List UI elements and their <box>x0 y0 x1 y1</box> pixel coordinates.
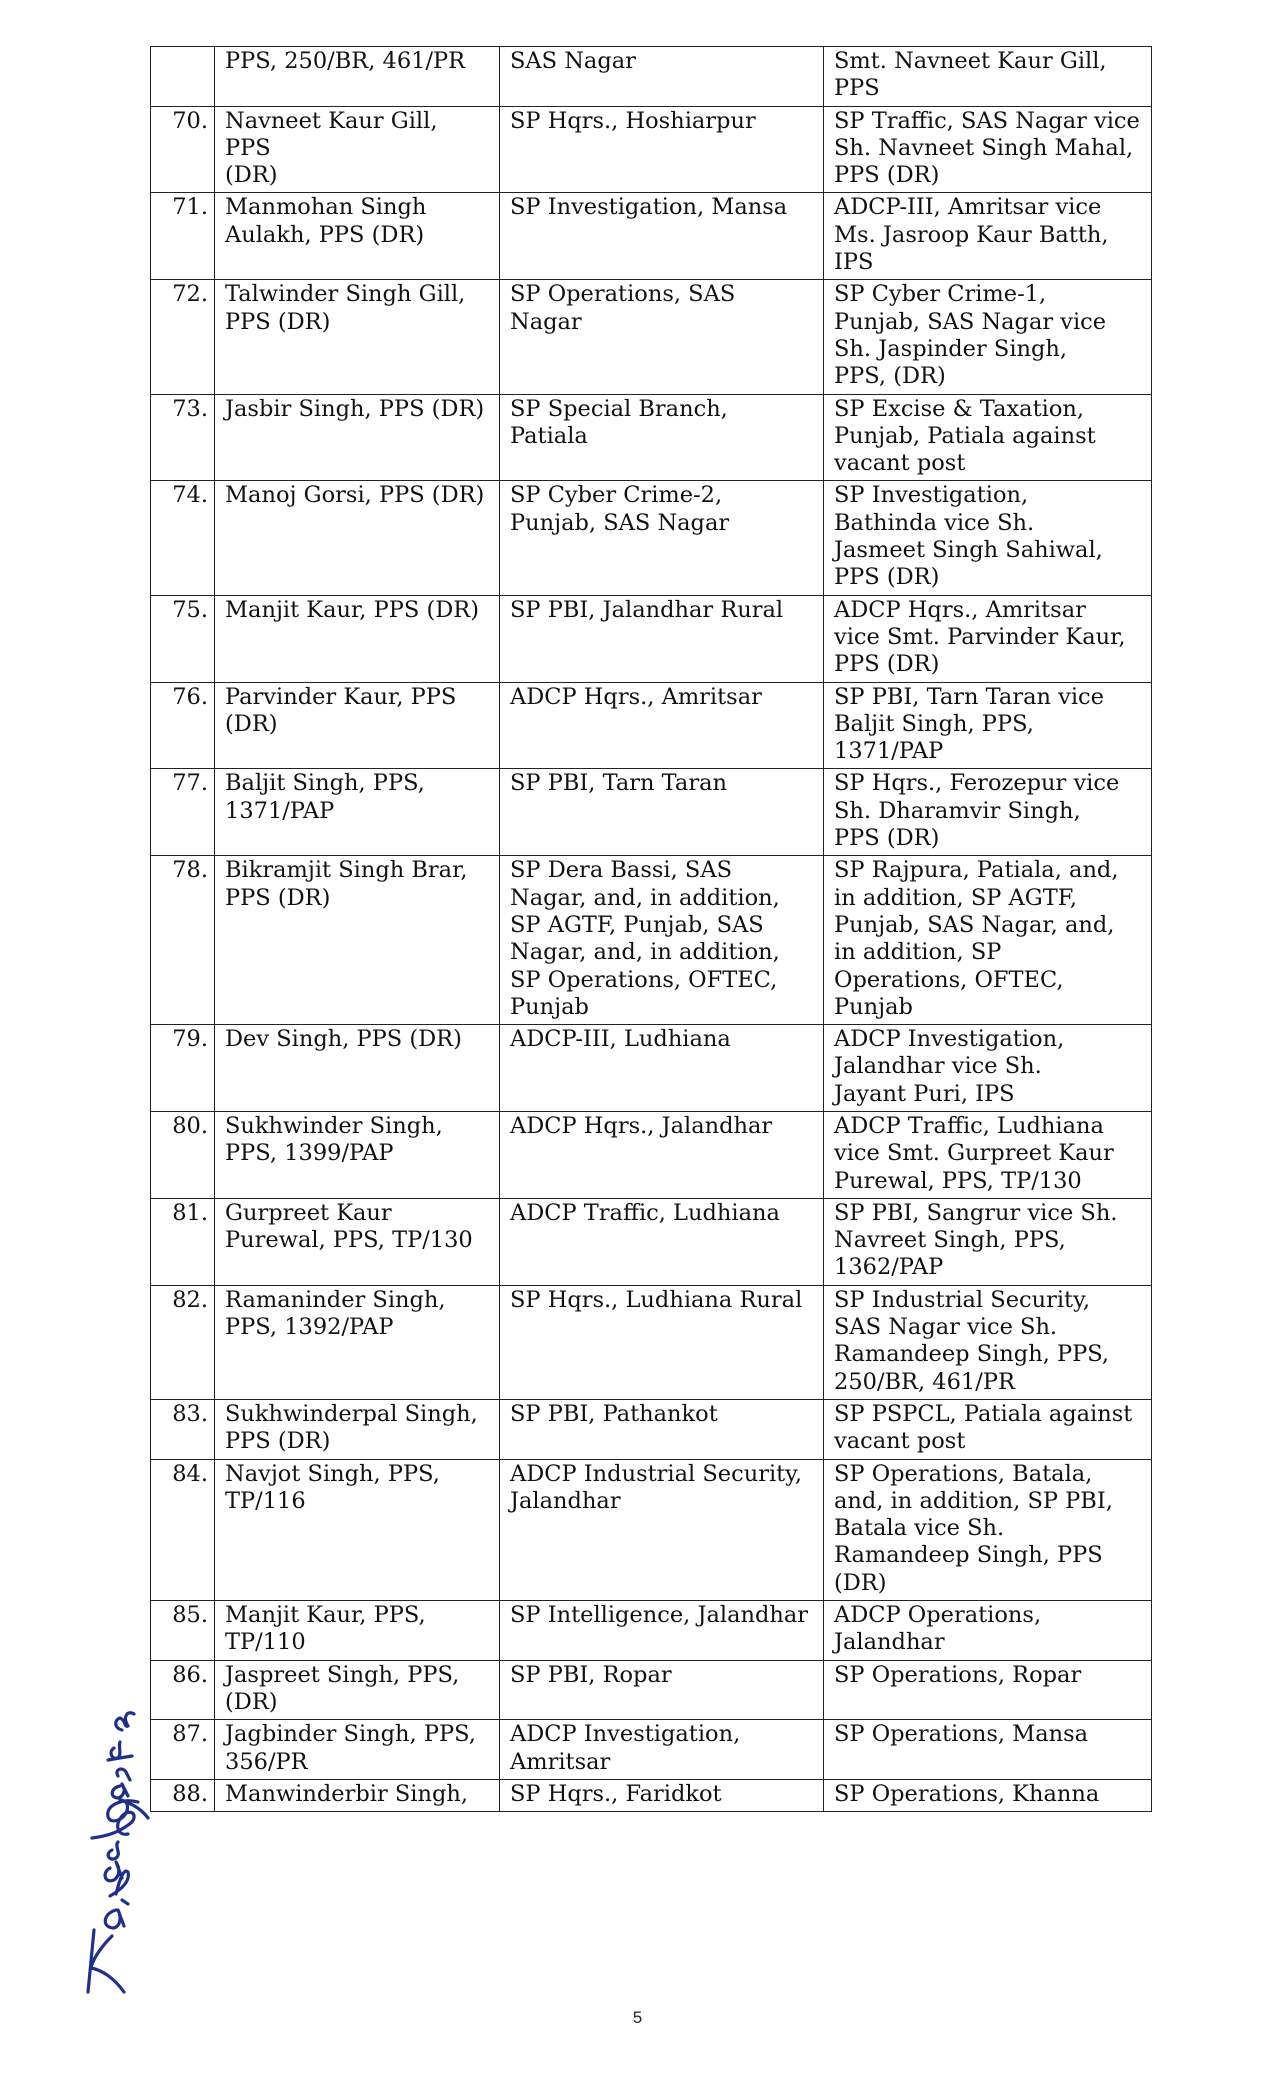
present-posting-cell: SAS Nagar <box>500 47 824 107</box>
serial-number-cell: 86. <box>151 1660 215 1720</box>
serial-number-cell: 79. <box>151 1025 215 1112</box>
officer-name-cell: Jaspreet Singh, PPS, (DR) <box>215 1660 500 1720</box>
new-posting-cell: SP Operations, Ropar <box>824 1660 1152 1720</box>
present-posting-cell: SP Hqrs., Faridkot <box>500 1779 824 1811</box>
present-posting-cell: SP Operations, SAS Nagar <box>500 280 824 394</box>
present-posting-cell: SP PBI, Pathankot <box>500 1399 824 1459</box>
page-number: 5 <box>632 2008 643 2027</box>
table-row <box>151 394 1152 481</box>
present-posting-cell: SP PBI, Tarn Taran <box>500 769 824 856</box>
officer-name-cell: PPS, 250/BR, 461/PR <box>215 47 500 107</box>
present-posting-cell: ADCP Investigation, Amritsar <box>500 1720 824 1780</box>
new-posting-cell: SP PBI, Tarn Taran vice Baljit Singh, PPS, 1371/PAP <box>824 682 1152 769</box>
present-posting-cell: SP Investigation, Mansa <box>500 193 824 280</box>
present-posting-cell: SP Intelligence, Jalandhar <box>500 1601 824 1661</box>
serial-number-cell: 75. <box>151 595 215 682</box>
table-row <box>151 1660 1152 1720</box>
new-posting-cell: SP Operations, Mansa <box>824 1720 1152 1780</box>
officer-name-cell: Bikramjit Singh Brar, PPS (DR) <box>215 856 500 1025</box>
serial-number-cell: 70. <box>151 106 215 193</box>
present-posting-cell: SP Hqrs., Ludhiana Rural <box>500 1285 824 1399</box>
officer-name-cell: Manmohan Singh Aulakh, PPS (DR) <box>215 193 500 280</box>
officer-name-cell: Manjit Kaur, PPS, TP/110 <box>215 1601 500 1661</box>
present-posting-cell: ADCP Industrial Security, Jalandhar <box>500 1459 824 1600</box>
officer-name-cell: Dev Singh, PPS (DR) <box>215 1025 500 1112</box>
table-row <box>151 1111 1152 1198</box>
new-posting-cell: SP Hqrs., Ferozepur vice Sh. Dharamvir Singh, PPS (DR) <box>824 769 1152 856</box>
present-posting-cell: SP PBI, Ropar <box>500 1660 824 1720</box>
new-posting-cell: ADCP-III, Amritsar vice Ms. Jasroop Kaur Batth, IPS <box>824 193 1152 280</box>
present-posting-cell: ADCP Traffic, Ludhiana <box>500 1198 824 1285</box>
new-posting-cell: SP Excise & Taxation, Punjab, Patiala against vacant post <box>824 394 1152 481</box>
new-posting-cell: SP Operations, Khanna <box>824 1779 1152 1811</box>
present-posting-cell: SP Dera Bassi, SAS Nagar, and, in addition, SP AGTF, Punjab, SAS Nagar, and, in addition, SP Operations, OFTEC, Punjab <box>500 856 824 1025</box>
serial-number-cell: 83. <box>151 1399 215 1459</box>
officer-name-cell: Jasbir Singh, PPS (DR) <box>215 394 500 481</box>
officer-name-cell: Manwinderbir Singh, <box>215 1779 500 1811</box>
serial-number-cell: 87. <box>151 1720 215 1780</box>
officer-name-cell: Sukhwinderpal Singh, PPS (DR) <box>215 1399 500 1459</box>
serial-number-cell: 71. <box>151 193 215 280</box>
new-posting-cell: ADCP Hqrs., Amritsar vice Smt. Parvinder Kaur, PPS (DR) <box>824 595 1152 682</box>
serial-number-cell: 74. <box>151 481 215 595</box>
table-row <box>151 1198 1152 1285</box>
officer-name-cell: Jagbinder Singh, PPS, 356/PR <box>215 1720 500 1780</box>
posting-table <box>150 46 1152 1812</box>
serial-number-cell: 77. <box>151 769 215 856</box>
new-posting-cell: SP Industrial Security, SAS Nagar vice Sh. Ramandeep Singh, PPS, 250/BR, 461/PR <box>824 1285 1152 1399</box>
table-row <box>151 1779 1152 1811</box>
present-posting-cell: ADCP Hqrs., Amritsar <box>500 682 824 769</box>
table-row <box>151 47 1152 107</box>
table-row <box>151 193 1152 280</box>
table-row <box>151 1285 1152 1399</box>
officer-name-cell: Sukhwinder Singh, PPS, 1399/PAP <box>215 1111 500 1198</box>
serial-number-cell: 85. <box>151 1601 215 1661</box>
table-row <box>151 481 1152 595</box>
serial-number-cell: 78. <box>151 856 215 1025</box>
new-posting-cell: SP Operations, Batala, and, in addition, SP PBI, Batala vice Sh. Ramandeep Singh, PPS (DR) <box>824 1459 1152 1600</box>
serial-number-cell <box>151 47 215 107</box>
table-row <box>151 1720 1152 1780</box>
new-posting-cell: ADCP Operations, Jalandhar <box>824 1601 1152 1661</box>
serial-number-cell: 73. <box>151 394 215 481</box>
officer-name-cell: Talwinder Singh Gill, PPS (DR) <box>215 280 500 394</box>
new-posting-cell: SP PBI, Sangrur vice Sh. Navreet Singh, PPS, 1362/PAP <box>824 1198 1152 1285</box>
new-posting-cell: ADCP Investigation, Jalandhar vice Sh. Jayant Puri, IPS <box>824 1025 1152 1112</box>
present-posting-cell: ADCP-III, Ludhiana <box>500 1025 824 1112</box>
table-row <box>151 1399 1152 1459</box>
present-posting-cell: SP Hqrs., Hoshiarpur <box>500 106 824 193</box>
serial-number-cell: 81. <box>151 1198 215 1285</box>
new-posting-cell: SP Cyber Crime-1, Punjab, SAS Nagar vice Sh. Jaspinder Singh, PPS, (DR) <box>824 280 1152 394</box>
table-row <box>151 1459 1152 1600</box>
new-posting-cell: SP Investigation, Bathinda vice Sh. Jasmeet Singh Sahiwal, PPS (DR) <box>824 481 1152 595</box>
table-row <box>151 280 1152 394</box>
serial-number-cell: 76. <box>151 682 215 769</box>
officer-name-cell: Manoj Gorsi, PPS (DR) <box>215 481 500 595</box>
serial-number-cell: 88. <box>151 1779 215 1811</box>
new-posting-cell: ADCP Traffic, Ludhiana vice Smt. Gurpreet Kaur Purewal, PPS, TP/130 <box>824 1111 1152 1198</box>
table-row <box>151 1025 1152 1112</box>
serial-number-cell: 80. <box>151 1111 215 1198</box>
officer-name-cell: Manjit Kaur, PPS (DR) <box>215 595 500 682</box>
serial-number-cell: 84. <box>151 1459 215 1600</box>
handwritten-signature <box>58 1700 178 2000</box>
present-posting-cell: SP PBI, Jalandhar Rural <box>500 595 824 682</box>
officer-name-cell: Parvinder Kaur, PPS (DR) <box>215 682 500 769</box>
new-posting-cell: SP PSPCL, Patiala against vacant post <box>824 1399 1152 1459</box>
new-posting-cell: SP Traffic, SAS Nagar vice Sh. Navneet Singh Mahal, PPS (DR) <box>824 106 1152 193</box>
serial-number-cell: 82. <box>151 1285 215 1399</box>
table-row <box>151 856 1152 1025</box>
present-posting-cell: SP Cyber Crime-2, Punjab, SAS Nagar <box>500 481 824 595</box>
table-row <box>151 682 1152 769</box>
officer-name-cell: Baljit Singh, PPS, 1371/PAP <box>215 769 500 856</box>
officer-name-cell: Gurpreet Kaur Purewal, PPS, TP/130 <box>215 1198 500 1285</box>
officer-name-cell: Navjot Singh, PPS, TP/116 <box>215 1459 500 1600</box>
serial-number-cell: 72. <box>151 280 215 394</box>
present-posting-cell: SP Special Branch, Patiala <box>500 394 824 481</box>
table-row <box>151 106 1152 193</box>
table-row <box>151 769 1152 856</box>
table-row <box>151 1601 1152 1661</box>
officer-name-cell: Ramaninder Singh, PPS, 1392/PAP <box>215 1285 500 1399</box>
posting-table-body <box>151 47 1152 1812</box>
officer-name-cell: Navneet Kaur Gill, PPS (DR) <box>215 106 500 193</box>
new-posting-cell: SP Rajpura, Patiala, and, in addition, SP AGTF, Punjab, SAS Nagar, and, in addition, SP Operations, OFTEC, Punjab <box>824 856 1152 1025</box>
present-posting-cell: ADCP Hqrs., Jalandhar <box>500 1111 824 1198</box>
new-posting-cell: Smt. Navneet Kaur Gill, PPS <box>824 47 1152 107</box>
table-row <box>151 595 1152 682</box>
